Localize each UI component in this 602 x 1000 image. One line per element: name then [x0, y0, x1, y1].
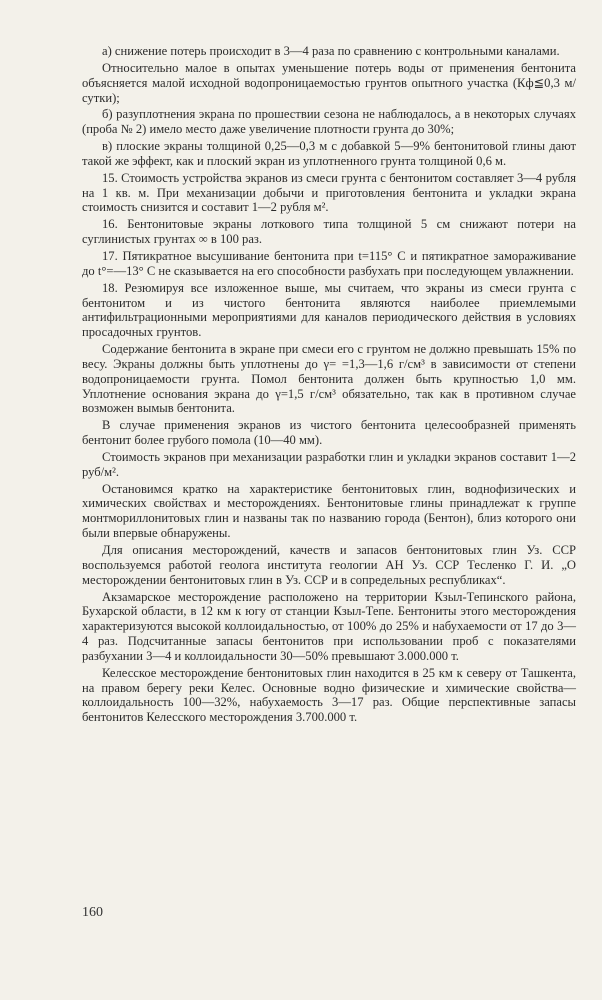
paragraph-keles-deposit: Келесское месторождение бентонитовых глин находится в 25 км к северу от Ташкента, на правом берегу реки Келес. Основные водно физические и химические свойства— коллоидальность 100—32%, набухаемость 3—17 раз. Общие перспективные запасы бентонитов Келесского месторождения 3.700.000 т.: [82, 665, 576, 725]
paragraph-bentonite-content: Содержание бентонита в экране при смеси его с грунтом не должно превышать 15% по весу. Экраны должны быть уплотнены до γ= =1,3—1,6 г/см³ в зависимости от степени водопроницаемости грунта. Помол бентонита должен быть крупностью 1,0 мм. Уплотнение основания экрана до γ=1,5 г/см³ обязательно, так как в противном случае возможен вымыв бентонита.: [82, 342, 576, 416]
paragraph-b-no-decompaction: б) разуплотнения экрана по прошествии сезона не наблюдалось, а в некоторых случаях (проба № 2) имело место даже увеличение плотности грунта до 30%;: [82, 107, 576, 137]
paragraph-deposits-description: Для описания месторождений, качеств и запасов бентонитовых глин Уз. ССР воспользуемся работой геолога института геологии АН Уз. ССР Тесленко Г. И. „О месторождении бентонитовых глин в Уз. ССР и в сопредельных республиках“.: [82, 543, 576, 587]
paragraph-clay-characteristics: Остановимся кратко на характеристике бентонитовых глин, воднофизических и химических свойствах и месторождениях. Бентонитовые глины принадлежат к группе монтмориллонитовых глин и названы так по названию города (Бентон), близ которого они были впервые обнаружены.: [82, 481, 576, 541]
paragraph-c-flat-screens: в) плоские экраны толщиной 0,25—0,3 м с добавкой 5—9% бентонитовой глины дают такой же эффект, как и плоский экран из уплотненного грунта толщиной 0,6 м.: [82, 139, 576, 168]
paragraph-17-drying-freezing: 17. Пятикратное высушивание бентонита при t=115° С и пятикратное замораживание до t°=—13° С не сказывается на его способности разбухать при последующем увлажнении.: [82, 248, 576, 278]
paragraph-pure-bentonite: В случае применения экранов из чистого бентонита целесообразней применять бентонит более грубого помола (10—40 мм).: [82, 418, 576, 448]
paragraph-18-summary: 18. Резюмируя все изложенное выше, мы считаем, что экраны из смеси грунта с бентонитом и из чистого бентонита являются наиболее приемлемыми антифильтрационными мероприятиями для каналов периодического действия в условиях просадочных грунтов.: [82, 280, 576, 340]
paragraph-16-tray-screens: 16. Бентонитовые экраны лоткового типа толщиной 5 см снижают потери на суглинистых грунтах ∞ в 100 раз.: [82, 217, 576, 247]
paragraph-15-cost: 15. Стоимость устройства экранов из смеси грунта с бентонитом составляет 3—4 рубля на 1 кв. м. При механизации добычи и приготовления бентонита и укладки экрана стоимость снизится и составит 1—2 рубля м².: [82, 170, 576, 215]
paragraph-screen-cost: Стоимость экранов при механизации разработки глин и укладки экранов составит 1—2 руб/м².: [82, 449, 576, 479]
page-number: 160: [82, 905, 103, 920]
paragraph-permeability: Относительно малое в опытах уменьшение потерь воды от применения бентонита объясняется малой исходной водопроницаемостью грунтов опытного участка (Кф≦0,3 м/сутки);: [82, 60, 576, 105]
paragraph-a-loss-reduction: а) снижение потерь происходит в 3—4 раза по сравнению с контрольными каналами.: [102, 44, 560, 58]
paragraph-akzamar-deposit: Акзамарское месторождение расположено на территории Кзыл-Тепинского района, Бухарской области, в 12 км к югу от станции Кзыл-Тепе. Бентониты этого месторождения характеризуются высокой коллоидальностью, от 100% до 25% и набухаемости от 17 до 3—4 раз. Подсчитанные запасы бентонитов при использовании проб с показателями разбухании 3—4 и коллоидальности 30—50% превышают 3.000.000 т.: [82, 589, 576, 663]
